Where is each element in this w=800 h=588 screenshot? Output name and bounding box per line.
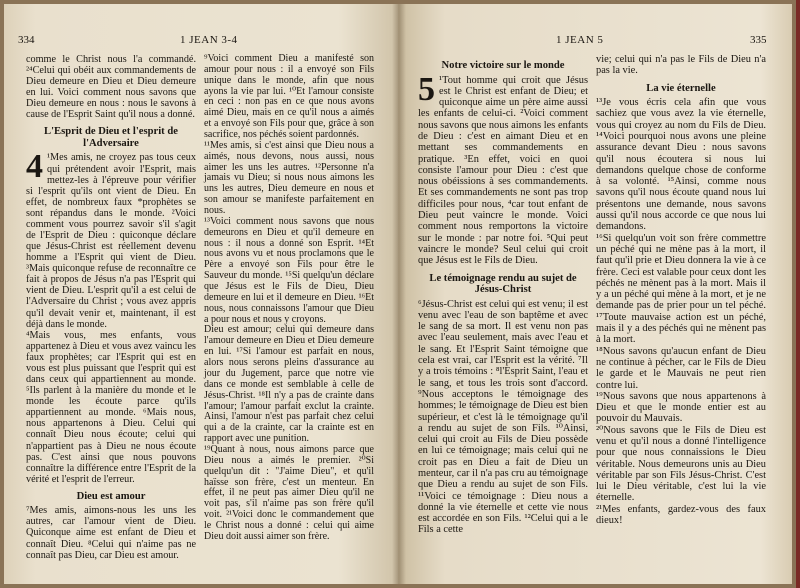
paragraph: ¹¹Mes amis, si c'est ainsi que Dieu nous a aimés, nous devons, nous aussi, nous aimer les uns les autres. ¹²Personne n'a jamais vu Dieu; si nous nous aimons les uns les autres, Dieu demeure en nous et son amour se manifeste parfaitement en nous.	[204, 139, 374, 217]
paragraph: comme le Christ nous l'a commandé. ²⁴Celui qui obéit aux commandements de Dieu demeure en Dieu et Dieu demeure en lui. Voici comment nous savons que Dieu demeure en nous : nous le savons à cause de l'Esprit Saint qu'il nous a donné.	[26, 54, 196, 121]
paragraph: ²¹Mes enfants, gardez-vous des faux dieux!	[596, 503, 766, 527]
left-column-2	[204, 54, 374, 543]
left-page	[4, 4, 398, 584]
paragraph: ⁷Mes amis, aimons-nous les uns les autres, car l'amour vient de Dieu. Quiconque aime est enfant de Dieu et connaît Dieu. ⁸Celui qui n'aime pas ne connaît pas Dieu, car Dieu est amour.	[26, 505, 196, 561]
left-column-1	[26, 54, 196, 561]
paragraph: ⁶Jésus-Christ est celui qui est venu; il est venu avec l'eau de son baptême et avec le sang de sa mort. Il est venu non pas avec l'eau seulement, mais avec l'eau et le sang. Et l'Esprit Saint témoigne que cela est vrai, car l'Esprit est la vérité. ⁷Il y a trois témoins : ⁸l'Esprit Saint, l'eau et le sang, et tous les trois sont d'accord. ⁹Nous acceptons le témoignage des hommes; le témoignage de Dieu est bien supérieur, et c'est là le témoignage qu'il a rendu au sujet de son Fils. ¹⁰Ainsi, celui qui croit au Fils de Dieu possède en lui ce témoignage; mais celui qui ne croit pas en Dieu a fait de Dieu un menteur, car il n'a pas cru au témoignage que Dieu a rendu au sujet de son Fils. ¹¹Voici ce témoignage : Dieu nous a donné la vie éternelle et cette vie nous est accordée en son Fils. ¹²Celui qui a le Fils a cette	[418, 298, 588, 536]
paragraph: Dieu est amour; celui qui demeure dans l'amour demeure en Dieu et Dieu demeure en lui. ¹⁷Si l'amour est parfait en nous, alors nous serons pleins d'assurance au jour du Jugement, parce que notre vie dans ce monde est semblable à celle de Jésus-Christ. ¹⁸Il n'y a pas de crainte dans l'amour; l'amour parfait exclut la crainte. Ainsi, l'amour n'est pas parfait chez celui qui a de la crainte, car la crainte est en rapport avec une punition.	[204, 324, 374, 445]
section-heading: Notre victoire sur le monde	[441, 60, 565, 71]
paragraph: ⁴Mais vous, mes enfants, vous appartenez à Dieu et vous avez vaincu les faux prophètes; car l'Esprit qui est en vous est plus puissant que l'esprit qui est dans ceux qui appartiennent au monde. ⁵Ils parlent à la manière du monde et le monde les écoute parce qu'ils appartiennent au monde. ⁶Mais nous, nous appartenons à Dieu. Celui qui connaît Dieu nous écoute; celui qui n'appartient pas à Dieu ne nous écoute pas. C'est ainsi que nous pouvons connaître la différence entre l'Esprit de la vérité et l'esprit de l'erreur.	[26, 329, 196, 485]
running-title: 1 JEAN 5	[556, 34, 604, 46]
section-heading: Le témoignage rendu au sujet de Jésus-Christ	[429, 272, 577, 296]
paragraph: ⁹Voici comment Dieu a manifesté son amour pour nous : il a envoyé son Fils unique dans le monde, afin que nous ayons la vie par lui. ¹⁰Et l'amour consiste en ceci : non pas en ce que nous avons aimé Dieu, mais en ce qu'il nous a aimés et a envoyé son Fils pour que, grâce à son sacrifice, nos péchés soient pardonnés.	[204, 53, 374, 141]
chapter-number: 4	[26, 148, 43, 186]
paragraph: ²⁰Nous savons que le Fils de Dieu est venu et qu'il nous a donné l'intelligence pour que nous connaissions le Dieu véritable. Nous demeurons unis au Dieu véritable par son Fils Jésus-Christ. C'est lui le Dieu véritable, c'est lui la vie éternelle.	[596, 424, 766, 504]
page-number: 335	[750, 34, 767, 46]
paragraph	[26, 148, 196, 330]
chapter-number: 5	[418, 70, 435, 108]
section-heading: La vie éternelle	[646, 82, 716, 94]
paragraph	[418, 70, 588, 267]
section-heading: L'Esprit de Dieu et l'esprit de l'Adversaire	[44, 126, 178, 149]
paragraph: ¹⁸Nous savons qu'aucun enfant de Dieu ne continue à pécher, car le Fils de Dieu le garde et le Mauvais ne peut rien contre lui.	[596, 345, 766, 391]
book-gutter	[392, 4, 406, 584]
paragraph-text: ¹Tout homme qui croit que Jésus est le Christ est enfant de Dieu; et quiconque aime un père aime aussi les enfants de celui-ci. ²Voici comment nous savons que nous aimons les enfants de Dieu : c'est en aimant Dieu et en mettant ses commandements en pratique. ³En effet, voici en quoi consiste l'amour pour Dieu : c'est que nous obéissions à ses commandements. Et ses commandements ne sont pas trop difficiles pour nous, ⁴car tout enfant de Dieu peut vaincre le monde. Voici comment nous remportons la victoire sur le monde : par notre foi. ⁵Qui peut vaincre le monde? Seul celui qui croit que Jésus est le Fils de Dieu.	[418, 74, 588, 267]
paragraph: ¹⁹Quant à nous, nous aimons parce que Dieu nous a aimés le premier. ²⁰Si quelqu'un dit : "J'aime Dieu", et qu'il haïsse son frère, c'est un menteur. En effet, il ne peut pas aimer Dieu qu'il ne voit pas, s'il n'aime pas son frère qu'il voit. ²¹Voici donc le commandement que le Christ nous a donné : celui qui aime Dieu doit aussi aimer son frère.	[204, 443, 374, 542]
right-column-1	[418, 54, 588, 536]
section-heading: Dieu est amour	[76, 490, 146, 502]
paragraph: ¹³Voici comment nous savons que nous demeurons en Dieu et qu'il demeure en nous : il nous a donné son Esprit. ¹⁴Et nous avons vu et nous proclamons que le Père a envoyé son Fils pour être le Sauveur du monde. ¹⁵Si quelqu'un déclare que Jésus est le Fils de Dieu, Dieu demeure en lui et il demeure en Dieu. ¹⁶Et nous, nous connaissons l'amour que Dieu a pour nous et nous y croyons.	[204, 215, 374, 325]
paragraph: vie; celui qui n'a pas le Fils de Dieu n'a pas la vie.	[596, 54, 766, 77]
book-spread	[4, 4, 792, 584]
running-title: 1 JEAN 3-4	[180, 34, 238, 46]
right-column-2	[596, 54, 766, 526]
paragraph-text: ¹Mes amis, ne croyez pas tous ceux qui prétendent avoir l'Esprit, mais mettez-les à l'épreuve pour vérifier si l'esprit qu'ils ont vient de Dieu. En effet, de nombreux faux *prophètes se sont répandus dans le monde. ²Voici comment vous pourrez savoir s'il s'agit de l'Esprit de Dieu : quiconque déclare que Jésus-Christ est réellement devenu homme a l'Esprit qui vient de Dieu. ³Mais quiconque refuse de reconnaître ce fait à propos de Jésus n'a pas l'Esprit qui vient de Dieu. L'esprit qu'il a est celui de l'Adversaire du Christ ; vous avez appris qu'il devait venir et, maintenant, il est déjà dans le monde.	[26, 152, 196, 330]
right-page	[398, 4, 792, 584]
paragraph: ¹³Je vous écris cela afin que vous sachiez que vous avez la vie éternelle, vous qui croyez au nom du Fils de Dieu. ¹⁴Voici pourquoi nous avons une pleine assurance devant Dieu : nous savons qu'il nous écoutera si nous lui demandons quelque chose de conforme à sa volonté. ¹⁵Ainsi, comme nous savons qu'il nous écoute quand nous lui présentons une demande, nous savons aussi qu'il nous accorde ce que nous lui demandons.	[596, 97, 766, 233]
page-number: 334	[18, 34, 35, 46]
left-page-header	[4, 34, 398, 48]
paragraph: ¹⁶Si quelqu'un voit son frère commettre un péché qui ne mène pas à la mort, il faut qu'il prie et Dieu donnera la vie à ce frère. Ceci est valable pour ceux dont les péchés ne mènent pas à la mort. Mais il y a un péché qui mène à la mort, et je ne demande pas de prier pour un tel péché. ¹⁷Toute mauvaise action est un péché, mais il y a des péchés qui ne mènent pas à la mort.	[596, 232, 766, 346]
paragraph: ¹⁹Nous savons que nous appartenons à Dieu et que le monde entier est au pouvoir du Mauvais.	[596, 390, 766, 425]
right-page-header	[398, 34, 792, 48]
book-cover-edge	[796, 0, 800, 588]
